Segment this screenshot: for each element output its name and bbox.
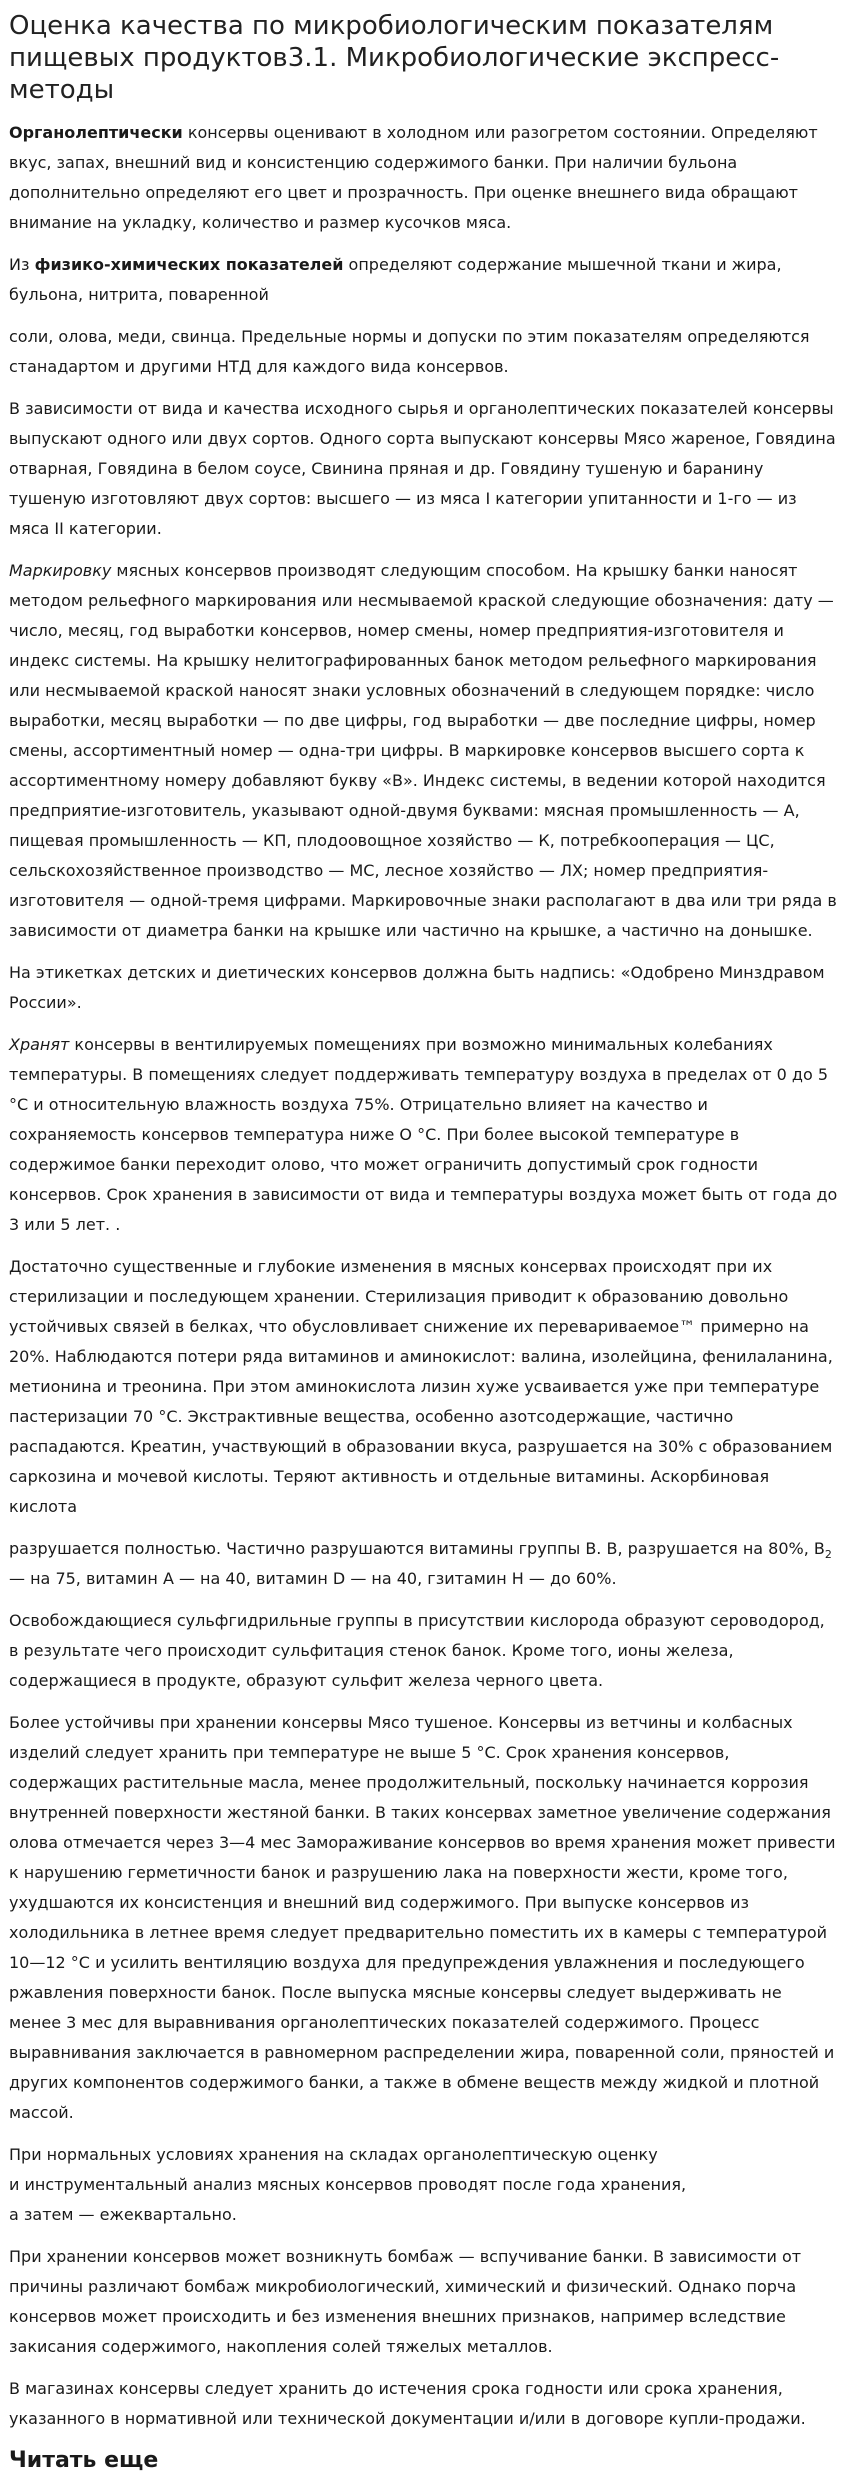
paragraph-organoleptic	[9, 118, 838, 238]
paragraph-text: консервы в вентилируемых помещениях при возможно минимальных колебаниях температуры. В помещениях следует поддерживать температуру воздуха в пределах от 0 до 5 °С и относительную влажность воздуха 75%. Отрицательно влияет на качество и сохраняемость консервов температура ниже О °С. При более высокой температуре в содержимое банки переходит олово, что может ограничить допустимый срок годности консервов. Срок хранения в зависимости от вида и температуры воздуха может быть от года до 3 или 5 лет. .	[9, 1035, 838, 1234]
line: и инструментальный анализ мясных консервов проводят после года хранения,	[9, 2175, 687, 2194]
page-title: Оценка качества по микробиологическим показателям пищевых продуктов3.1. Микробиологические экспресс-методы	[9, 11, 780, 105]
paragraph-vitamins	[9, 1534, 838, 1594]
term-storage: Хранят	[9, 1035, 70, 1054]
paragraph-grades: В зависимости от вида и качества исходного сырья и органолептических показателей консервы выпускают одного или двух сортов. Одного сорта выпускают консервы Мясо жареное, Говядина отварная, Говядина в белом соусе, Свинина пряная и др. Говядину тушеную и баранину тушеную изготовляют двух сортов: высшего — из мяса I категории упитанности и 1-го — из мяса II категории.	[9, 399, 836, 538]
paragraph-text: разрушается полностью. Частично разрушаются витамины группы В. В, разрушается на 80%, В	[9, 1539, 825, 1558]
paragraph-shops: В магазинах консервы следует хранить до истечения срока годности или срока хранения, указанного в нормативной или технической документации и/или в договоре купли-продажи.	[9, 2379, 806, 2428]
term-marking: Маркировку	[9, 561, 112, 580]
paragraph-norms: соли, олова, меди, свинца. Предельные нормы и допуски по этим показателям определяются станадартом и другими НТД для каждого вида консервов.	[9, 327, 810, 376]
read-more-heading: Читать еще	[9, 2448, 159, 2473]
line: При нормальных условиях хранения на складах органолептическую оценку	[9, 2145, 658, 2164]
subscript: 2	[824, 1548, 832, 1562]
paragraph-stability: Более устойчивы при хранении консервы Мясо тушеное. Консервы из ветчины и колбасных изделий следует хранить при температуре не выше 5 °С. Срок хранения консервов, содержащих растительные масла, менее продолжительный, поскольку начинается коррозия внутренней поверхности жестяной банки. В таких консервах заметное увеличение содержания олова отмечается через 3—4 мес Замораживание консервов во время хранения может привести к нарушению герметичности банок и разрушению лака на поверхности жести, кроме того, ухудшаются их консистенция и внешний вид содержимого. При выпуске консервов из холодильника в летнее время следует предварительно поместить их в камеры с температурой 10—12 °С и усилить вентиляцию воздуха для предупреждения увлажнения и последующего ржавления поверхности банок. После выпуска мясные консервы следует выдерживать не менее 3 мес для выравнивания органолептических показателей содержимого. Процесс выравнивания заключается в равномерном распределении жира, поваренной соли, пряностей и других компонентов содержимого банки, а также в обмене веществ между жидкой и плотной массой.	[9, 1713, 836, 2122]
paragraph-sterilization: Достаточно существенные и глубокие изменения в мясных консервах происходят при их стерилизации и последующем хранении. Стерилизация приводит к образованию довольно устойчивых связей в белках, что обусловливает снижение их перевариваемое™ примерно на 20%. Наблюдаются потери ряда витаминов и аминокислот: валина, изолейцина, фенилаланина, метионина и треонина. При этом аминокислота лизин хуже усваивается уже при температуре пастеризации 70 °С. Экстрактивные вещества, особенно азотсодержащие, частично распадаются. Креатин, участвующий в образовании вкуса, разрушается на 30% с образованием саркозина и мочевой кислоты. Теряют активность и отдельные витамины. Аскорбиновая кислота	[9, 1257, 833, 1516]
paragraph-marking	[9, 556, 838, 946]
paragraph-text: мясных консервов производят следующим способом. На крышку банки наносят методом рельефного маркирования или несмываемой краской следующие обозначения: дату — число, месяц, год выработки консервов, номер смены, номер предприятия-изготовителя и индекс системы. На крышку нелитографированных банок методом рельефного маркирования или несмываемой краской наносят знаки условных обозначений в следующем порядке: число выработки, месяц выработки — по две цифры, год выработки — две последние цифры, номер смены, ассортиментный номер — одна-три цифры. В маркировке консервов высшего сорта к ассортиментному номеру добавляют букву «В». Индекс системы, в ведении которой находится предприятие-изготовитель, указывают одной-двумя буквами: мясная промышленность — А, пищевая промышленность — КП, плодоовощное хозяйство — К, потребкооперация — ЦС, сельскохозяйственное производство — МС, лесное хозяйство — ЛХ; номер предприятия-изготовителя — одной-тремя цифрами. Маркировочные знаки располагают в два или три ряда в зависимости от диаметра банки на крышке или частично на крышке, а частично на донышке.	[9, 561, 837, 940]
paragraph-inspection	[9, 2140, 838, 2230]
paragraph-storage	[9, 1030, 838, 1240]
paragraph-physchem	[9, 250, 838, 310]
paragraph-text: Из	[9, 255, 35, 274]
paragraph-text: консервы оценивают в холодном или разогретом состоянии. Определяют вкус, запах, внешний вид и консистенцию содержимого банки. При наличии бульона дополнительно определяют его цвет и прозрачность. При оценке внешнего вида обращают внимание на укладку, количество и размер кусочков мяса.	[9, 123, 818, 232]
line: а затем — ежеквартально.	[9, 2205, 237, 2224]
term-organoleptic: Органолептически	[9, 123, 183, 142]
paragraph-text: — на 75, витамин А — на 40, витамин D — на 40, гзитамин Н — до 60%.	[9, 1569, 617, 1588]
paragraph-labels: На этикетках детских и диетических консервов должна быть надпись: «Одобрено Минздравом России».	[9, 963, 825, 1012]
paragraph-text: определяют содержание мышечной ткани и жира, бульона, нитрита, поваренной	[9, 255, 782, 304]
term-physchem: физико-химических показателей	[34, 255, 344, 274]
paragraph-sulfide: Освобождающиеся сульфгидрильные группы в присутствии кислорода образуют сероводород, в результате чего происходит сульфитация стенок банок. Кроме того, ионы железа, содержащиеся в продукте, образуют сульфит железа черного цвета.	[9, 1611, 825, 1690]
paragraph-bombage: При хранении консервов может возникнуть бомбаж — вспучивание банки. В зависимости от причины различают бомбаж микробиологический, химический и физический. Однако порча консервов может происходить и без изменения внешних признаков, например вследствие закисания содержимого, накопления солей тяжелых металлов.	[9, 2247, 802, 2356]
